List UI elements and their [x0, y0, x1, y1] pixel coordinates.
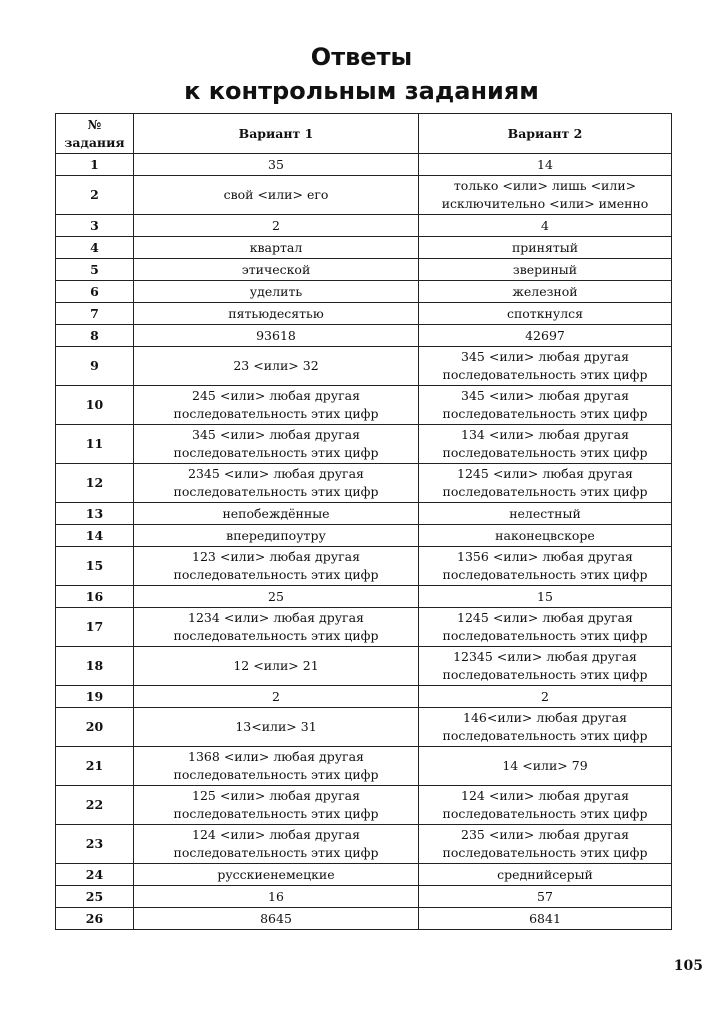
variant-1-answer-cell [134, 303, 419, 325]
answer-text-line: 12 <или> 21 [233, 658, 319, 673]
table-row [56, 425, 672, 464]
title-line-1: Ответы [310, 43, 413, 71]
answer-text-line: уделить [249, 283, 303, 299]
answer-text-line: 124 <или> любая другая [192, 827, 360, 842]
variant-1-answer-cell [134, 386, 419, 425]
answer-text-line: 125 <или> любая другая [192, 788, 360, 803]
variant-1-answer-cell [134, 503, 419, 525]
answer-text-line: 2345 <или> любая другая [188, 466, 364, 481]
answer-text-line: последовательность этих цифр [173, 845, 379, 860]
answer-text-line: 146<или> любая другая [463, 710, 627, 725]
variant-2-answer-cell [419, 281, 672, 303]
answer-text-line: железной [512, 283, 578, 299]
variant-1-answer-cell [134, 586, 419, 608]
task-number-cell: 17 [56, 608, 134, 647]
answer-text-line: последовательность этих цифр [442, 667, 648, 682]
task-number-cell: 18 [56, 647, 134, 686]
task-number-cell: 9 [56, 347, 134, 386]
answer-text-line: последовательность этих цифр [442, 484, 648, 499]
task-number-cell: 4 [56, 237, 134, 259]
answer-text-line: 134 <или> любая другая [461, 427, 629, 442]
answer-text-line: 57 [537, 888, 553, 904]
variant-1-answer-cell [134, 747, 419, 786]
header-task-number: № задания [56, 114, 134, 154]
table-row [56, 708, 672, 747]
task-number-cell: 26 [56, 908, 134, 930]
answer-text-line: 1234 <или> любая другая [188, 610, 364, 625]
answer-text-line: 6841 [529, 910, 561, 926]
variant-1-answer-cell [134, 686, 419, 708]
answer-text-line: этической [241, 261, 311, 277]
answer-text-line: последовательность этих цифр [173, 445, 379, 460]
variant-1-answer-cell [134, 864, 419, 886]
table-row [56, 347, 672, 386]
answer-text-line: 4 [541, 217, 549, 233]
variant-2-answer-cell [419, 303, 672, 325]
task-number-cell: 16 [56, 586, 134, 608]
answer-text-line: 1356 <или> любая другая [457, 549, 633, 564]
task-number-cell: 23 [56, 825, 134, 864]
answer-text-line: последовательность этих цифр [442, 367, 648, 382]
variant-1-answer-cell [134, 425, 419, 464]
answer-text-line: 245 <или> любая другая [192, 388, 360, 403]
table-row [56, 325, 672, 347]
answer-text-line: 345 <или> любая другая [461, 388, 629, 403]
table-row [56, 176, 672, 215]
table-row [56, 786, 672, 825]
answer-text-line: 1245 <или> любая другая [457, 610, 633, 625]
answer-text-line: 16 [268, 888, 284, 904]
table-row [56, 647, 672, 686]
answer-text-line: среднийсерый [497, 866, 593, 882]
variant-2-answer-cell [419, 154, 672, 176]
answers-table [55, 113, 672, 930]
variant-1-answer-cell [134, 647, 419, 686]
variant-2-answer-cell [419, 325, 672, 347]
answer-text-line: 23 <или> 32 [233, 358, 319, 373]
page-number: 105 [673, 958, 703, 974]
answer-text-line: 8645 [260, 910, 292, 926]
variant-1-answer-cell [134, 825, 419, 864]
answer-text-line: свой <или> его [223, 187, 329, 202]
variant-2-answer-cell [419, 747, 672, 786]
answer-text-line: квартал [249, 239, 303, 255]
table-row [56, 886, 672, 908]
table-row [56, 864, 672, 886]
table-row [56, 154, 672, 176]
variant-2-answer-cell [419, 215, 672, 237]
answer-text-line: непобеждённые [222, 505, 330, 521]
answer-text-line: 93618 [256, 327, 296, 343]
variant-1-answer-cell [134, 886, 419, 908]
task-number-cell: 25 [56, 886, 134, 908]
variant-1-answer-cell [134, 608, 419, 647]
answer-text-line: последовательность этих цифр [442, 628, 648, 643]
answer-text-line: 345 <или> любая другая [461, 349, 629, 364]
task-number-cell: 1 [56, 154, 134, 176]
table-row [56, 503, 672, 525]
answer-text-line: последовательность этих цифр [173, 567, 379, 582]
answer-text-line: 1368 <или> любая другая [188, 749, 364, 764]
variant-1-answer-cell [134, 908, 419, 930]
answer-text-line: 14 [537, 156, 553, 172]
variant-1-answer-cell [134, 281, 419, 303]
answer-text-line: последовательность этих цифр [442, 406, 648, 421]
variant-2-answer-cell [419, 686, 672, 708]
variant-1-answer-cell [134, 325, 419, 347]
variant-1-answer-cell [134, 547, 419, 586]
answer-text-line: пятьюдесятью [228, 305, 324, 321]
variant-2-answer-cell [419, 503, 672, 525]
variant-1-answer-cell [134, 237, 419, 259]
variant-2-answer-cell [419, 825, 672, 864]
variant-1-answer-cell [134, 154, 419, 176]
answer-text-line: 35 [268, 156, 284, 172]
variant-1-answer-cell [134, 347, 419, 386]
answer-text-line: 345 <или> любая другая [192, 427, 360, 442]
variant-2-answer-cell [419, 259, 672, 281]
task-number-cell: 22 [56, 786, 134, 825]
variant-1-answer-cell [134, 786, 419, 825]
answer-text-line: последовательность этих цифр [173, 406, 379, 421]
task-number-cell: 14 [56, 525, 134, 547]
answer-text-line: 42697 [525, 327, 565, 343]
table-row [56, 747, 672, 786]
task-number-cell: 13 [56, 503, 134, 525]
variant-2-answer-cell [419, 608, 672, 647]
answer-text-line: русскиенемецкие [217, 866, 335, 882]
task-number-cell: 6 [56, 281, 134, 303]
answer-text-line: 2 [272, 688, 280, 704]
variant-2-answer-cell [419, 347, 672, 386]
answer-text-line: последовательность этих цифр [442, 567, 648, 582]
answer-text-line: последовательность этих цифр [442, 728, 648, 743]
answer-text-line: принятый [511, 239, 579, 255]
table-row [56, 281, 672, 303]
answer-text-line: звериный [512, 261, 578, 277]
variant-1-answer-cell [134, 176, 419, 215]
variant-2-answer-cell [419, 425, 672, 464]
variant-1-answer-cell [134, 708, 419, 747]
answer-text-line: исключительно <или> именно [441, 196, 649, 211]
table-row [56, 908, 672, 930]
task-number-cell: 20 [56, 708, 134, 747]
table-header-row [56, 114, 672, 154]
answer-text-line: нелестный [509, 505, 581, 521]
variant-2-answer-cell [419, 237, 672, 259]
variant-1-answer-cell [134, 525, 419, 547]
table-row [56, 464, 672, 503]
variant-1-answer-cell [134, 464, 419, 503]
header-variant-2: Вариант 2 [419, 114, 672, 154]
variant-2-answer-cell [419, 708, 672, 747]
variant-2-answer-cell [419, 864, 672, 886]
header-variant-1: Вариант 1 [134, 114, 419, 154]
table-row [56, 825, 672, 864]
answer-text-line: последовательность этих цифр [442, 806, 648, 821]
variant-2-answer-cell [419, 176, 672, 215]
table-row [56, 259, 672, 281]
answer-text-line: последовательность этих цифр [173, 628, 379, 643]
task-number-cell: 3 [56, 215, 134, 237]
variant-2-answer-cell [419, 547, 672, 586]
answer-text-line: 12345 <или> любая другая [453, 649, 637, 664]
title-line-2: к контрольным заданиям [184, 77, 539, 105]
answer-text-line: 235 <или> любая другая [461, 827, 629, 842]
answer-text-line: 2 [272, 217, 280, 233]
table-row [56, 586, 672, 608]
variant-2-answer-cell [419, 586, 672, 608]
answer-text-line: последовательность этих цифр [173, 484, 379, 499]
answer-text-line: 123 <или> любая другая [192, 549, 360, 564]
task-number-cell: 7 [56, 303, 134, 325]
task-number-cell: 8 [56, 325, 134, 347]
answer-text-line: впередипоутру [226, 527, 326, 543]
answer-text-line: 14 <или> 79 [502, 758, 588, 773]
variant-2-answer-cell [419, 386, 672, 425]
task-number-cell: 11 [56, 425, 134, 464]
answer-text-line: 2 [541, 688, 549, 704]
answer-text-line: споткнулся [506, 305, 584, 321]
table-row [56, 686, 672, 708]
task-number-cell: 24 [56, 864, 134, 886]
table-row [56, 547, 672, 586]
variant-2-answer-cell [419, 647, 672, 686]
table-row [56, 386, 672, 425]
task-number-cell: 21 [56, 747, 134, 786]
variant-2-answer-cell [419, 886, 672, 908]
variant-2-answer-cell [419, 908, 672, 930]
task-number-cell: 5 [56, 259, 134, 281]
table-row [56, 215, 672, 237]
task-number-cell: 2 [56, 176, 134, 215]
task-number-cell: 15 [56, 547, 134, 586]
variant-1-answer-cell [134, 259, 419, 281]
answer-text-line: 13<или> 31 [235, 719, 317, 734]
answer-text-line: последовательность этих цифр [442, 445, 648, 460]
table-row [56, 608, 672, 647]
table-row [56, 237, 672, 259]
page-title [0, 40, 723, 108]
answer-text-line: последовательность этих цифр [173, 806, 379, 821]
task-number-cell: 19 [56, 686, 134, 708]
task-number-cell: 12 [56, 464, 134, 503]
variant-2-answer-cell [419, 464, 672, 503]
answer-text-line: последовательность этих цифр [442, 845, 648, 860]
table-body [56, 154, 672, 930]
variant-2-answer-cell [419, 525, 672, 547]
table-row [56, 525, 672, 547]
table-row [56, 303, 672, 325]
variant-2-answer-cell [419, 786, 672, 825]
task-number-cell: 10 [56, 386, 134, 425]
answer-text-line: последовательность этих цифр [173, 767, 379, 782]
answer-text-line: только <или> лишь <или> [453, 178, 637, 193]
answer-text-line: 15 [537, 588, 553, 604]
answer-text-line: 25 [268, 588, 284, 604]
variant-1-answer-cell [134, 215, 419, 237]
answer-text-line: наконецвскоре [495, 527, 595, 543]
answer-text-line: 1245 <или> любая другая [457, 466, 633, 481]
answer-text-line: 124 <или> любая другая [461, 788, 629, 803]
